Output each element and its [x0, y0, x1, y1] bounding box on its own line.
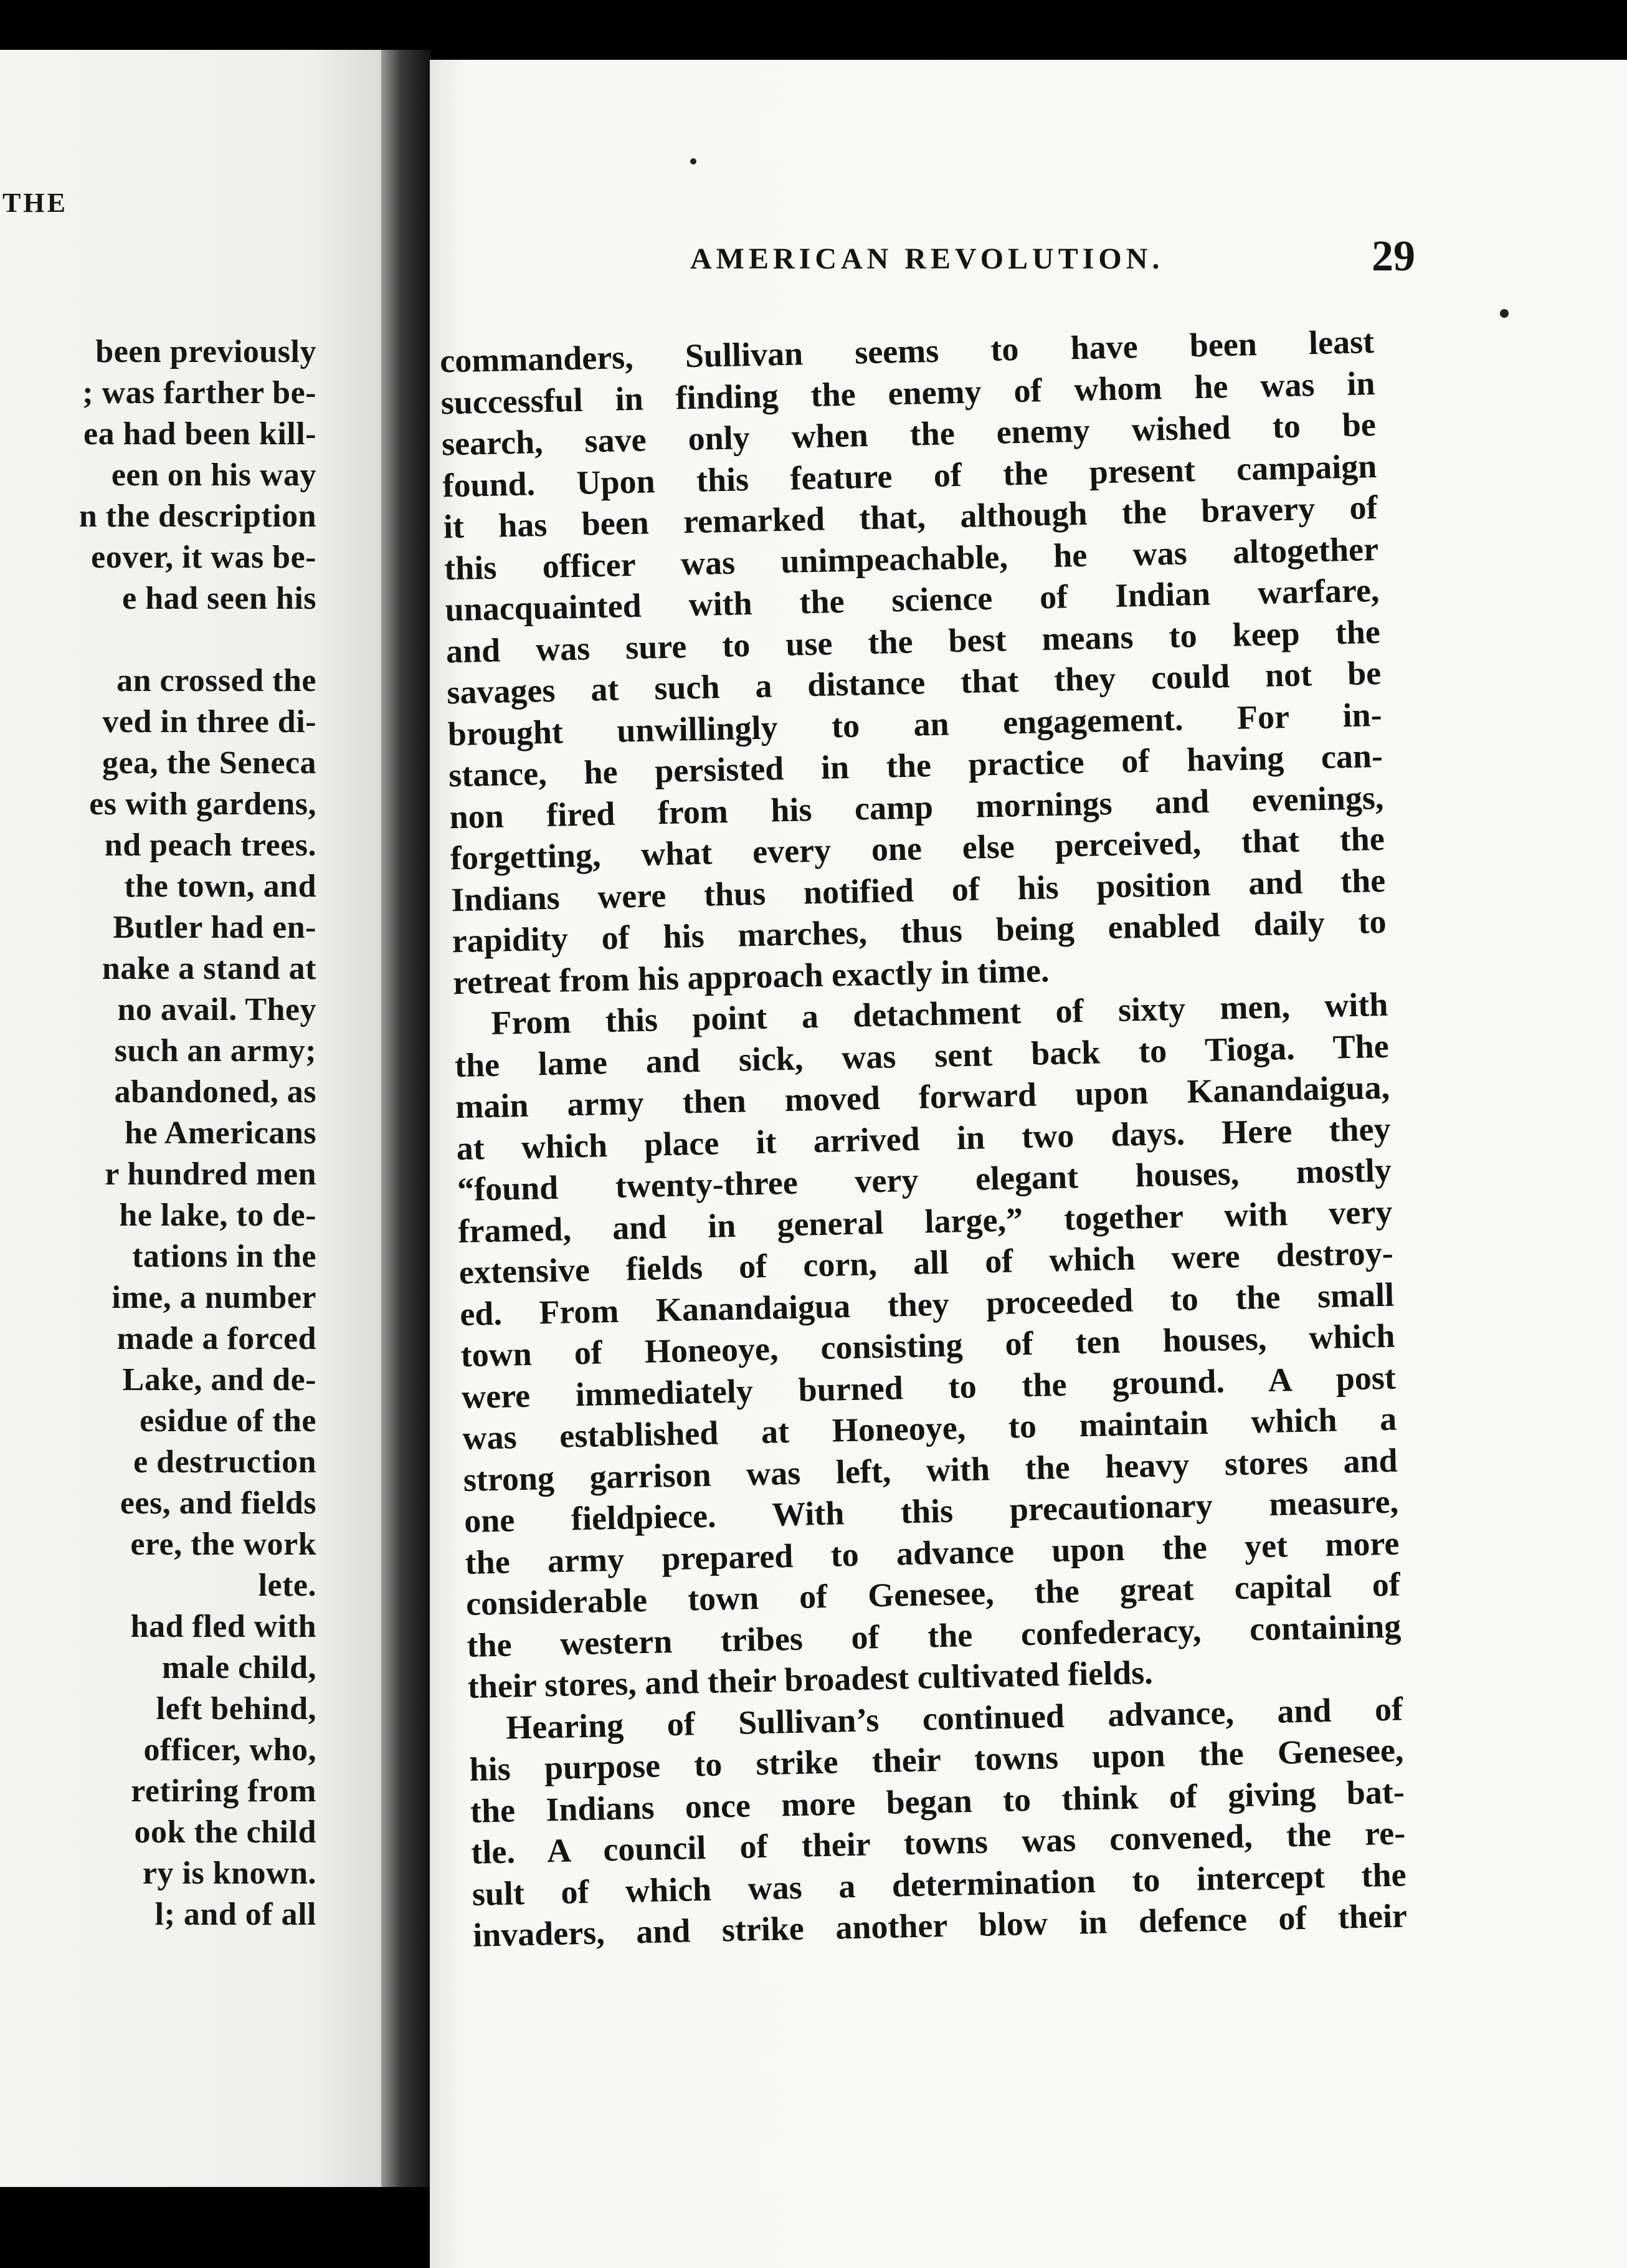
body-text-line: Indians were thus notified of his position and the [450, 861, 1386, 918]
body-text-line: the army prepared to advance upon the yet more [465, 1524, 1400, 1581]
book-gutter [381, 50, 431, 2187]
left-text-line: ; was farther be- [82, 375, 316, 411]
left-text-line: he lake, to de- [119, 1198, 316, 1233]
left-page-header-fragment: THE [2, 188, 68, 218]
body-text-line: considerable town of Genesee, the great capital of [465, 1565, 1401, 1622]
body-text-line: strong garrison was left, with the heavy stores and [463, 1441, 1398, 1498]
body-text-line: forgetting, what every one else perceived, that the [450, 819, 1385, 877]
left-text-line: ere, the work [130, 1527, 316, 1562]
body-text-line: his purpose to strike their towns upon the Genesee, [469, 1731, 1404, 1788]
left-text-line: ry is known. [142, 1856, 316, 1891]
body-text-line: savages at such a distance that they could not be [446, 654, 1382, 712]
page-number: 29 [1372, 232, 1415, 280]
left-text-line: r hundred men [105, 1156, 316, 1192]
body-text-line: this officer was unimpeachable, he was altogether [444, 530, 1379, 587]
left-text-line: ime, a number [111, 1280, 316, 1315]
body-text-line: the lame and sick, was sent back to Tioga. The [454, 1027, 1390, 1084]
body-text-line: was established at Honeoye, to maintain which a [462, 1399, 1397, 1457]
left-text-line: eover, it was be- [91, 540, 316, 575]
left-text-line: es with gardens, [89, 786, 316, 822]
body-text-line: ed. From Kanandaigua they proceeded to the small [459, 1275, 1395, 1333]
left-text-line: e destruction [133, 1444, 316, 1480]
left-text-line: Lake, and de- [122, 1362, 316, 1398]
body-text-line: invaders, and strike another blow in defence of their [472, 1897, 1408, 1954]
left-text-line: no avail. They [117, 992, 316, 1027]
left-text-line: gea, the Seneca [102, 745, 316, 781]
body-text-line: commanders, Sullivan seems to have been least [439, 323, 1375, 380]
body-text-line: “found twenty-three very elegant houses, mostly [457, 1151, 1392, 1209]
body-text-line: brought unwillingly to an engagement. For in- [447, 695, 1383, 753]
left-text-line: retiring from [131, 1773, 316, 1809]
right-page [430, 60, 1627, 2268]
body-text-line: the Indians once more began to think of giving bat- [470, 1773, 1405, 1830]
left-text-line: esidue of the [140, 1403, 316, 1439]
body-text-line: main army then moved forward upon Kanandaigua, [455, 1068, 1390, 1126]
left-text-line: such an army; [114, 1033, 316, 1069]
body-text [430, 60, 1627, 2268]
left-text-line: male child, [161, 1650, 316, 1685]
ink-speck [1500, 309, 1509, 318]
left-text-line: ea had been kill- [83, 416, 316, 452]
body-text-line: non fired from his camp mornings and evenings, [448, 778, 1384, 836]
left-text-line: lete. [258, 1568, 316, 1603]
left-text-line: officer, who, [143, 1732, 316, 1768]
left-text-line: had fled with [130, 1609, 316, 1644]
body-text-line: stance, he persisted in the practice of having can- [448, 736, 1383, 794]
left-page [0, 50, 386, 2187]
left-text-line: ees, and fields [120, 1485, 316, 1521]
body-text-line: Hearing of Sullivan’s continued advance, and of [505, 1690, 1403, 1746]
left-text-line: been previously [95, 334, 316, 369]
body-text-line: town of Honeoye, consisting of ten houses, which [460, 1317, 1396, 1375]
body-text-line: From this point a detachment of sixty men, with [490, 985, 1388, 1042]
body-text-line: were immediately burned to the ground. A post [461, 1358, 1397, 1416]
left-text-line: nd peach trees. [104, 827, 316, 863]
body-text-line: framed, and in general large,” together with very [457, 1193, 1393, 1250]
body-text-line: at which place it arrived in two days. Here they [456, 1110, 1392, 1167]
left-text-line: the town, and [124, 869, 316, 904]
body-text-line: tle. A council of their towns was convened, the re- [470, 1814, 1406, 1871]
left-page-text [0, 50, 386, 2187]
left-text-line: n the description [78, 498, 316, 534]
body-text-line: it has been remarked that, although the bravery of [443, 488, 1378, 546]
left-text-line: made a forced [116, 1321, 316, 1356]
left-text-line: left behind, [156, 1691, 316, 1727]
body-text-line: successful in finding the enemy of whom he was in [440, 364, 1375, 421]
body-text-line: rapidity of his marches, thus being enabled daily to [452, 902, 1387, 960]
body-text-line: and was sure to use the best means to keep the [445, 612, 1381, 670]
body-text-line: extensive fields of corn, all of which were destroy- [458, 1234, 1394, 1292]
body-text-line: search, save only when the enemy wished to be [441, 405, 1377, 463]
left-text-line: Butler had en- [113, 910, 316, 945]
left-text-line: tations in the [132, 1239, 316, 1274]
left-text-line: an crossed the [116, 663, 316, 698]
left-text-line: he Americans [125, 1115, 316, 1151]
ink-speck [690, 158, 696, 164]
left-text-line: nake a stand at [102, 951, 316, 986]
left-text-line: l; and of all [154, 1897, 316, 1932]
body-text-line: found. Upon this feature of the present campaign [442, 447, 1377, 504]
running-head: AMERICAN REVOLUTION. [690, 242, 1164, 275]
body-text-line: their stores, and their broadest cultivated fields. [467, 1653, 1154, 1705]
left-text-line: e had seen his [122, 581, 316, 616]
body-text-line: unacquainted with the science of Indian warfare, [445, 571, 1380, 629]
left-text-line: abandoned, as [114, 1074, 316, 1110]
body-text-line: one fieldpiece. With this precautionary measure, [463, 1482, 1399, 1540]
body-text-line: retreat from his approach exactly in time. [452, 951, 1050, 1001]
left-text-line: ved in three di- [102, 704, 316, 740]
left-text-line: ook the child [134, 1814, 316, 1850]
left-text-line: een on his way [111, 457, 316, 493]
body-text-line: the western tribes of the confederacy, containing [466, 1607, 1402, 1664]
body-text-line: sult of which was a determination to intercept the [472, 1855, 1407, 1913]
